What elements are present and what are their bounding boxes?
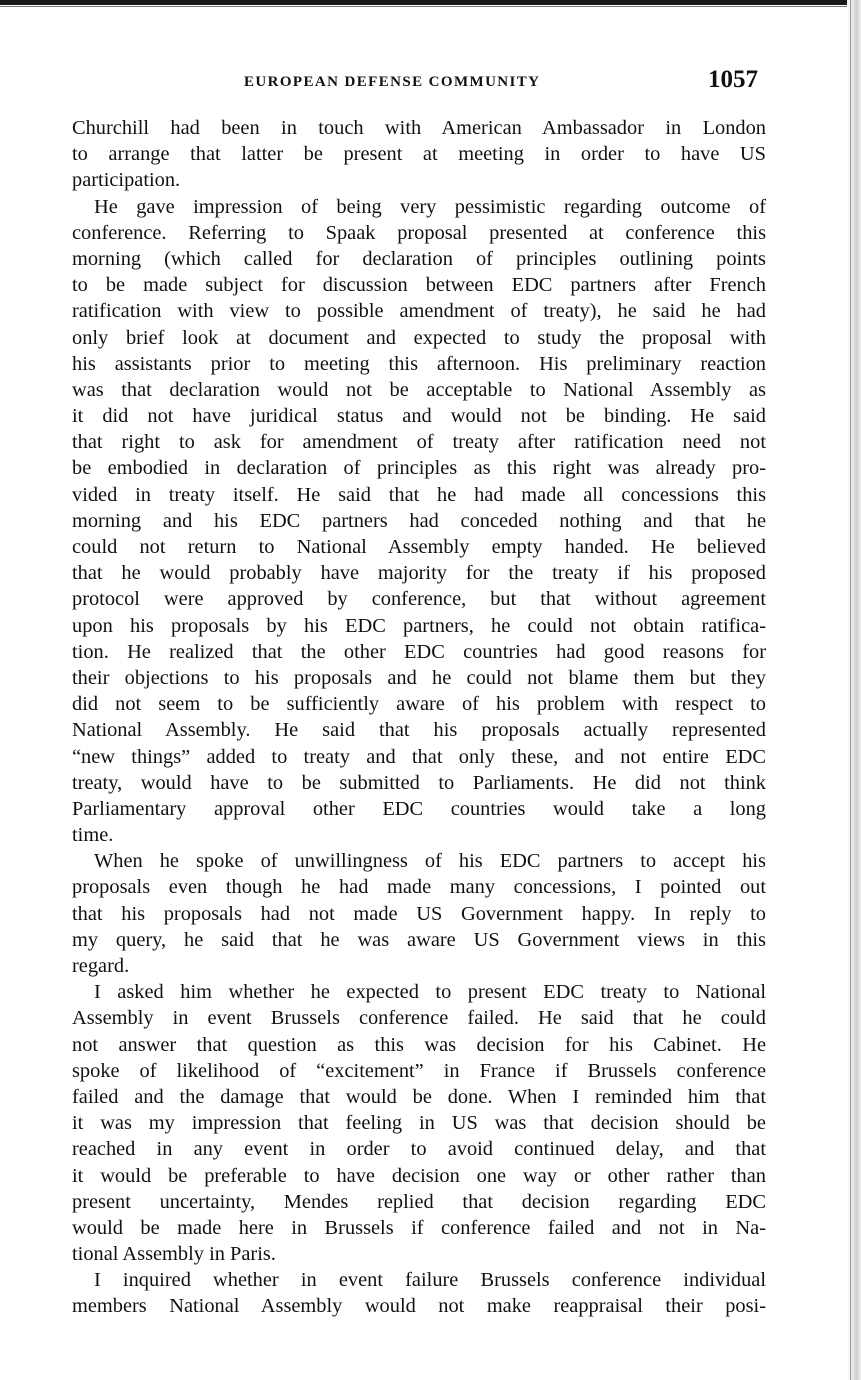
text-line: did not seem to be sufficiently aware of his problem with respect to bbox=[72, 693, 766, 716]
text-line: I asked him whether he expected to present EDC treaty to National bbox=[94, 981, 766, 1004]
text-line: proposals even though he had made many concessions, I pointed out bbox=[72, 876, 766, 899]
text-line: members National Assembly would not make reappraisal their posi- bbox=[72, 1295, 766, 1318]
text-line: was that declaration would not be acceptable to National Assembly as bbox=[72, 378, 766, 401]
text-line: tional Assembly in Paris. bbox=[72, 1243, 276, 1266]
text-line: their objections to his proposals and he could not blame them but they bbox=[72, 666, 766, 689]
text-line: conference. Referring to Spaak proposal presented at conference this bbox=[72, 221, 766, 244]
page-edge-line bbox=[850, 0, 851, 1380]
page-number: 1057 bbox=[708, 66, 758, 93]
text-line: He gave impression of being very pessimistic regarding outcome of bbox=[94, 195, 766, 218]
text-line: protocol were approved by conference, but that without agreement bbox=[72, 588, 766, 611]
top-border-rule bbox=[0, 0, 861, 5]
text-line: National Assembly. He said that his proposals actually represented bbox=[72, 719, 766, 742]
text-line: that he would probably have majority for the treaty if his proposed bbox=[72, 562, 766, 585]
text-line: time. bbox=[72, 824, 114, 847]
text-line: participation. bbox=[72, 169, 181, 192]
text-line: Assembly in event Brussels conference failed. He said that he could bbox=[72, 1007, 766, 1030]
text-line: vided in treaty itself. He said that he had made all concessions this bbox=[72, 483, 766, 506]
text-line: would be made here in Brussels if conference failed and not in Na- bbox=[72, 1216, 766, 1239]
running-head: EUROPEAN DEFENSE COMMUNITY bbox=[244, 74, 541, 90]
text-line: Churchill had been in touch with American Ambassador in London bbox=[72, 117, 766, 139]
text-line: regard. bbox=[72, 955, 130, 977]
text-line: treaty, would have to be submitted to Parliaments. He did not think bbox=[72, 771, 766, 794]
text-line: I inquired whether in event failure Brussels conference individual bbox=[94, 1269, 766, 1292]
text-line: ratification with view to possible amendment of treaty), he said he had bbox=[72, 300, 766, 323]
text-line: only brief look at document and expected to study the proposal with bbox=[72, 326, 766, 349]
text-line: reached in any event in order to avoid continued delay, and that bbox=[72, 1138, 766, 1161]
text-line: present uncertainty, Mendes replied that decision regarding EDC bbox=[72, 1190, 766, 1213]
text-line: could not return to National Assembly empty handed. He believed bbox=[72, 536, 766, 558]
text-line: it was my impression that feeling in US was that decision should be bbox=[72, 1112, 766, 1135]
top-border-thin-rule bbox=[0, 6, 861, 7]
text-line: it would be preferable to have decision one way or other rather than bbox=[72, 1164, 766, 1187]
text-line: spoke of likelihood of “excitement” in France if Brussels conference bbox=[72, 1059, 766, 1082]
text-line: When he spoke of unwillingness of his EDC partners to accept his bbox=[94, 850, 766, 873]
text-line: to be made subject for discussion between EDC partners after French bbox=[72, 274, 766, 297]
text-line: upon his proposals by his EDC partners, he could not obtain ratifica- bbox=[72, 614, 766, 637]
text-line: tion. He realized that the other EDC countries had good reasons for bbox=[72, 640, 766, 663]
text-line: morning and his EDC partners had conceded nothing and that he bbox=[72, 509, 766, 532]
text-line: be embodied in declaration of principles as this right was already pro- bbox=[72, 457, 766, 480]
text-line: it did not have juridical status and would not be binding. He said bbox=[72, 405, 766, 428]
document-body bbox=[72, 115, 766, 1320]
text-line: to arrange that latter be present at meeting in order to have US bbox=[72, 143, 766, 166]
text-line: Parliamentary approval other EDC countries would take a long bbox=[72, 797, 766, 820]
text-line: failed and the damage that would be done. When I reminded him that bbox=[72, 1085, 766, 1108]
text-line: that right to ask for amendment of treaty after ratification need not bbox=[72, 431, 766, 454]
text-line: “new things” added to treaty and that only these, and not entire EDC bbox=[72, 745, 766, 768]
text-line: his assistants prior to meeting this afternoon. His preliminary reaction bbox=[72, 352, 766, 375]
text-line: that his proposals had not made US Government happy. In reply to bbox=[72, 902, 766, 925]
text-line: my query, he said that he was aware US Government views in this bbox=[72, 928, 766, 951]
text-line: morning (which called for declaration of principles outlining points bbox=[72, 247, 766, 270]
page-header bbox=[72, 66, 762, 96]
text-line: not answer that question as this was decision for his Cabinet. He bbox=[72, 1033, 766, 1056]
